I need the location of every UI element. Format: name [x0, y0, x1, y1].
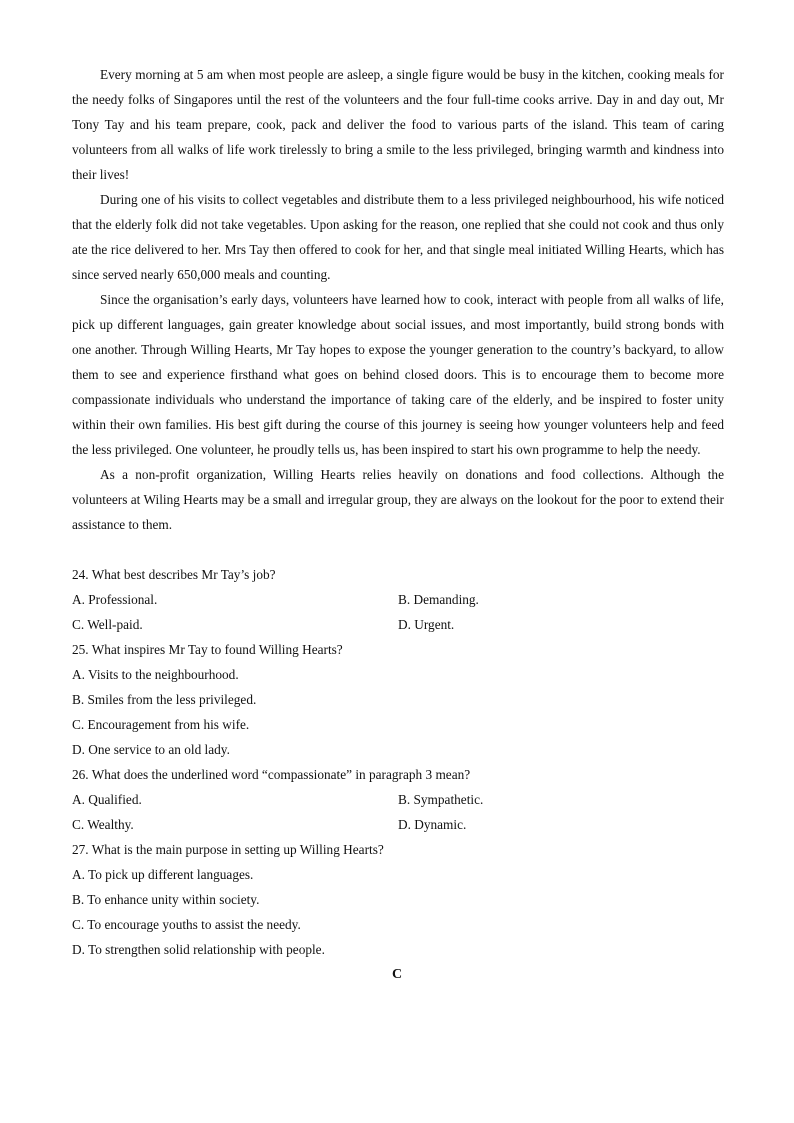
question-26-option-b: B. Sympathetic. [398, 792, 484, 807]
passage-paragraph-3: Since the organisation’s early days, volunteers have learned how to cook, interact with people from all walks of life, pick up different languages, gain greater knowledge about social issues, and most importantly, build strong bonds with one another. Through Willing Hearts, Mr Tay hopes to expose the younger generation to the country’s backyard, to allow them to see and experience firsthand what goes on behind closed doors. This is to encourage them to become more compassionate individuals who understand the importance of taking care of the elderly, and be inspired to foster unity within their own families. His best gift during the course of this journey is seeing how younger volunteers help and feed the less privileged. One volunteer, he proudly tells us, has been inspired to start his own programme to help the needy. [72, 292, 724, 457]
question-26-options-row-2 [72, 812, 724, 837]
question-24-option-c: C. Well-paid. [72, 617, 143, 632]
question-25-option-d: D. One service to an old lady. [72, 742, 230, 757]
question-24-stem: 24. What best describes Mr Tay’s job? [72, 567, 276, 582]
question-26-option-c: C. Wealthy. [72, 817, 134, 832]
question-26-option-d: D. Dynamic. [398, 817, 467, 832]
question-25-option-c: C. Encouragement from his wife. [72, 717, 250, 732]
question-25-stem: 25. What inspires Mr Tay to found Willing Hearts? [72, 642, 343, 657]
reading-passage [72, 62, 724, 537]
passage-paragraph-2: During one of his visits to collect vegetables and distribute them to a less privileged neighbourhood, his wife noticed that the elderly folk did not take vegetables. Upon asking for the reason, one replied that she could not cook and thus only ate the rice delivered to her. Mrs Tay then offered to cook for her, and that single meal initiated Willing Hearts, which has since served nearly 650,000 meals and counting. [72, 192, 724, 282]
question-24-option-a: A. Professional. [72, 592, 158, 607]
question-27-option-c: C. To encourage youths to assist the needy. [72, 917, 301, 932]
question-25-option-a: A. Visits to the neighbourhood. [72, 667, 239, 682]
question-27-stem: 27. What is the main purpose in setting up Willing Hearts? [72, 842, 384, 857]
passage-paragraph-1: Every morning at 5 am when most people are asleep, a single figure would be busy in the kitchen, cooking meals for the needy folks of Singapores until the rest of the volunteers and the four full-time cooks arrive. Day in and day out, Mr Tony Tay and his team prepare, cook, pack and deliver the food to various parts of the island. This team of caring volunteers from all walks of life work tirelessly to bring a smile to the less privileged, bringing warmth and kindness into their lives! [72, 67, 724, 182]
passage-paragraph-4: As a non-profit organization, Willing Hearts relies heavily on donations and food collections. Although the volunteers at Wiling Hearts may be a small and irregular group, they are always on the lookout for the poor to extend their assistance to them. [72, 467, 724, 532]
question-26-options-row-1 [72, 787, 724, 812]
question-24-option-d: D. Urgent. [398, 617, 455, 632]
question-24-options-row-2 [72, 612, 724, 637]
question-25-option-b: B. Smiles from the less privileged. [72, 692, 257, 707]
question-27-option-b: B. To enhance unity within society. [72, 892, 260, 907]
question-list [72, 562, 724, 962]
question-24-option-b: B. Demanding. [398, 592, 479, 607]
question-26-option-a: A. Qualified. [72, 792, 142, 807]
question-26-stem: 26. What does the underlined word “compassionate” in paragraph 3 mean? [72, 767, 471, 782]
section-label: C [391, 967, 403, 982]
question-24-options-row-1 [72, 587, 724, 612]
question-27-option-d: D. To strengthen solid relationship with people. [72, 942, 325, 957]
question-27-option-a: A. To pick up different languages. [72, 867, 254, 882]
